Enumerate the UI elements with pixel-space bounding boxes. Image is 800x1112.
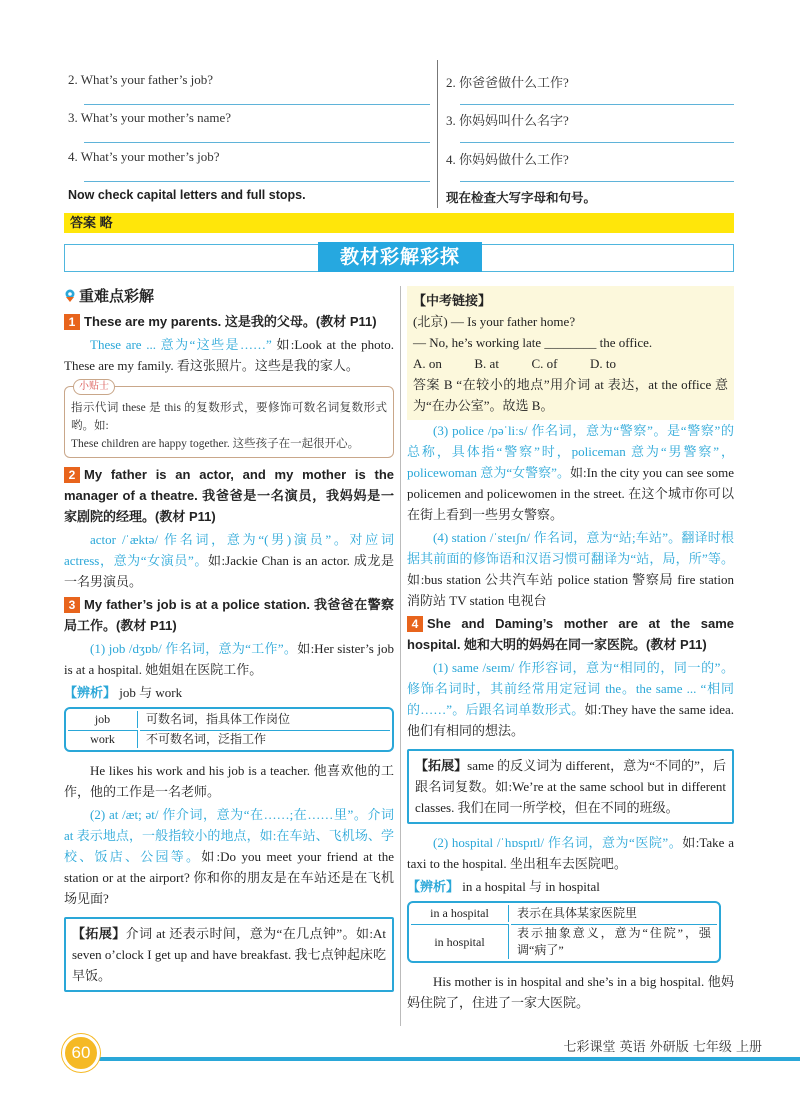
point-2-explain: actor /ˈæktə/ 作名词，意为“(男)演员”。对应词 actress，意为“女演员”。 [64, 532, 394, 568]
police-example: 如:In the city you can see some policemen and policewomen in the street. 在这个城市你可以在街上看到一些男女警察。 [407, 465, 734, 522]
point-1-explain: These are ... 意为“这些是……” [90, 337, 272, 352]
answer-line[interactable] [460, 142, 734, 143]
point-2-body [64, 529, 394, 592]
extension-text: same 的反义词为 different，意为“不同的”，后跟名词复数。如:We’re at the same school but in different classes. 我们在同一所学校，但在不同的班级。 [415, 758, 726, 815]
compare-label: 【辨析】 [64, 685, 117, 700]
tip-example: These children are happy together. 这些孩子在一起很开心。 [71, 438, 360, 450]
section-heading-text: 重难点彩解 [79, 288, 155, 305]
point-1-heading [64, 311, 394, 332]
answer-line[interactable] [84, 142, 430, 143]
extension-label: 【拓展】 [415, 758, 468, 773]
column-divider [400, 286, 401, 1026]
footer-line [64, 1057, 800, 1061]
answer-bar: 答案 略 [64, 213, 734, 233]
extension-box [407, 749, 734, 824]
tip-label: 小贴士 [73, 379, 115, 395]
police-explain: (3) police /pəˈliːs/ 作名词，意为“警察”。是“警察”的总称，具体指“警察”时，policeman 意为“男警察”，policewoman 意为“女警察”。 [407, 423, 734, 480]
same-example: 如:They have the same idea. 他们有相同的想法。 [407, 702, 734, 738]
question-zh-3: 3. 你妈妈叫什么名字? [446, 113, 569, 128]
point-3-title: My father’s job is at a police station. 我爸爸在警察局工作。(教材 P11) [64, 597, 394, 633]
table-cell: in a hospital [411, 905, 509, 922]
same-explain: (1) same /seɪm/ 作形容词，意为“相同的，同一的”。修饰名词时，其前经常用定冠词 the。the same ... “相同的……”。后跟名词单数形式。 [407, 660, 734, 717]
question-zh-2: 2. 你爸爸做什么工作? [446, 75, 569, 90]
point-2-title: My father is an actor, and my mother is the manager of a theatre. 我爸爸是一名演员，我妈妈是一家剧院的经理。(教材 P11) [64, 467, 394, 524]
point-number: 1 [64, 314, 80, 330]
point-3-heading [64, 594, 394, 636]
point-4-title: She and Daming’s mother are at the same hospital. 她和大明的妈妈在同一家医院。(教材 P11) [407, 616, 734, 652]
at-body [64, 804, 394, 909]
exam-question-line-1: (北京) — Is your father home? [413, 314, 576, 329]
left-column [64, 286, 394, 992]
table-cell: in hospital [411, 924, 509, 959]
exam-link-box [407, 286, 734, 420]
answer-line[interactable] [84, 181, 430, 182]
point-1-example: 如:Look at the photo. These are my family. 看这张照片。这些是我的家人。 [64, 337, 394, 373]
hospital-final-example: His mother is in hospital and she’s in a big hospital. 他妈妈住院了，住进了一家大医院。 [407, 974, 734, 1010]
hospital-body [407, 832, 734, 874]
job-explain: (1) job /dʒɒb/ 作名词，意为“工作”。 [90, 641, 298, 656]
footer-book-title: 七彩课堂 英语 外研版 七年级 上册 [563, 1040, 762, 1055]
compare-title: in a hospital 与 in hospital [459, 879, 600, 894]
job-example: 如:Her sister’s job is at a hospital. 她姐姐在医院工作。 [64, 641, 394, 677]
hospital-table [407, 901, 721, 963]
compare-heading [64, 682, 394, 703]
page-number: 60 [62, 1034, 100, 1072]
section-heading [64, 286, 394, 307]
table-cell: 表示抽象意义，意为“住院”，强调“病了” [511, 924, 717, 959]
extension-text: 介词 at 还表示时间，意为“在几点钟”。如:At seven o’clock I get up and have breakfast. 我七点钟起床吃早饭。 [72, 926, 386, 983]
tip-text: 指示代词 these 是 this 的复数形式，要修饰可数名词复数形式哟。如: [71, 402, 387, 432]
hospital-example: 如:Take a taxi to the hospital. 坐出租车去医院吧。 [407, 835, 734, 871]
question-en-2: 2. What’s your father’s job? [68, 72, 214, 87]
question-en-3: 3. What’s your mother’s name? [68, 110, 232, 125]
point-number: 3 [64, 597, 80, 613]
check-instruction-en: Now check capital letters and full stops. [68, 188, 306, 202]
police-body [407, 420, 734, 525]
table-row [411, 924, 717, 959]
answer-line[interactable] [84, 104, 430, 105]
point-1-body [64, 334, 394, 376]
job-work-table [64, 707, 394, 752]
compare-label: 【辨析】 [407, 879, 460, 894]
table-cell: work [68, 730, 138, 748]
same-body [407, 657, 734, 741]
point-2-example: 如:Jackie Chan is an actor. 成龙是一名男演员。 [64, 553, 394, 589]
location-pin-icon [64, 289, 76, 303]
table-cell: job [68, 711, 138, 728]
extension-box [64, 917, 394, 992]
exam-answer: 答案 B “在较小的地点”用介词 at 表达，at the office 意为“在办公室”。故选 B。 [413, 377, 728, 413]
point-number: 2 [64, 467, 80, 483]
exam-options: A. on B. at C. of D. to [413, 356, 616, 371]
check-instruction-zh: 现在检查大写字母和句号。 [446, 191, 597, 205]
work-example: He likes his work and his job is a teacher. 他喜欢他的工作，他的工作是一名老师。 [64, 763, 394, 799]
station-body [407, 527, 734, 611]
banner-title: 教材彩解彩探 [318, 242, 482, 272]
table-row [68, 730, 390, 748]
at-example: 如:Do you meet your friend at the station or at the airport? 你和你的朋友是在车站还是在飞机场见面? [64, 849, 394, 906]
hospital-explain: (2) hospital /ˈhɒspɪtl/ 作名词，意为“医院”。 [433, 835, 683, 850]
answer-line[interactable] [460, 104, 734, 105]
compare-heading [407, 876, 734, 897]
point-number: 4 [407, 616, 423, 632]
station-example: 如:bus station 公共汽车站 police station 警察局 fire station 消防站 TV station 电视台 [407, 572, 734, 608]
question-en-4: 4. What’s your mother’s job? [68, 149, 220, 164]
right-column [407, 286, 734, 1015]
at-explain: (2) at /æt; ət/ 作介词，意为“在……;在……里”。介词 at 表示地点，一般指较小的地点，如:在车站、飞机场、学校、饭店、公园等。 [64, 807, 394, 864]
column-divider [437, 60, 438, 208]
table-row [68, 711, 390, 728]
point-2-heading [64, 464, 394, 527]
table-row [411, 905, 717, 922]
question-zh-4: 4. 你妈妈做什么工作? [446, 152, 569, 167]
point-1-title: These are my parents. 这是我的父母。(教材 P11) [84, 314, 377, 329]
table-cell: 可数名词，指具体工作岗位 [146, 712, 291, 726]
extension-label: 【拓展】 [72, 926, 126, 941]
exam-question-line-2: — No, he’s working late ________ the office. [413, 335, 653, 350]
point-4-heading [407, 613, 734, 655]
point-3-body [64, 638, 394, 680]
tip-box [64, 381, 394, 458]
table-cell: 不可数名词，泛指工作 [140, 730, 390, 748]
answer-line[interactable] [460, 181, 734, 182]
table-cell: 表示在具体某家医院里 [517, 906, 638, 920]
exam-link-label: 【中考链接】 [413, 293, 492, 308]
station-explain: (4) station /ˈsteɪʃn/ 作名词，意为“站;车站”。翻译时根据其前面的修饰语和汉语习惯可翻译为“站，局，所”等。 [407, 530, 734, 566]
compare-title: job 与 work [116, 685, 183, 700]
